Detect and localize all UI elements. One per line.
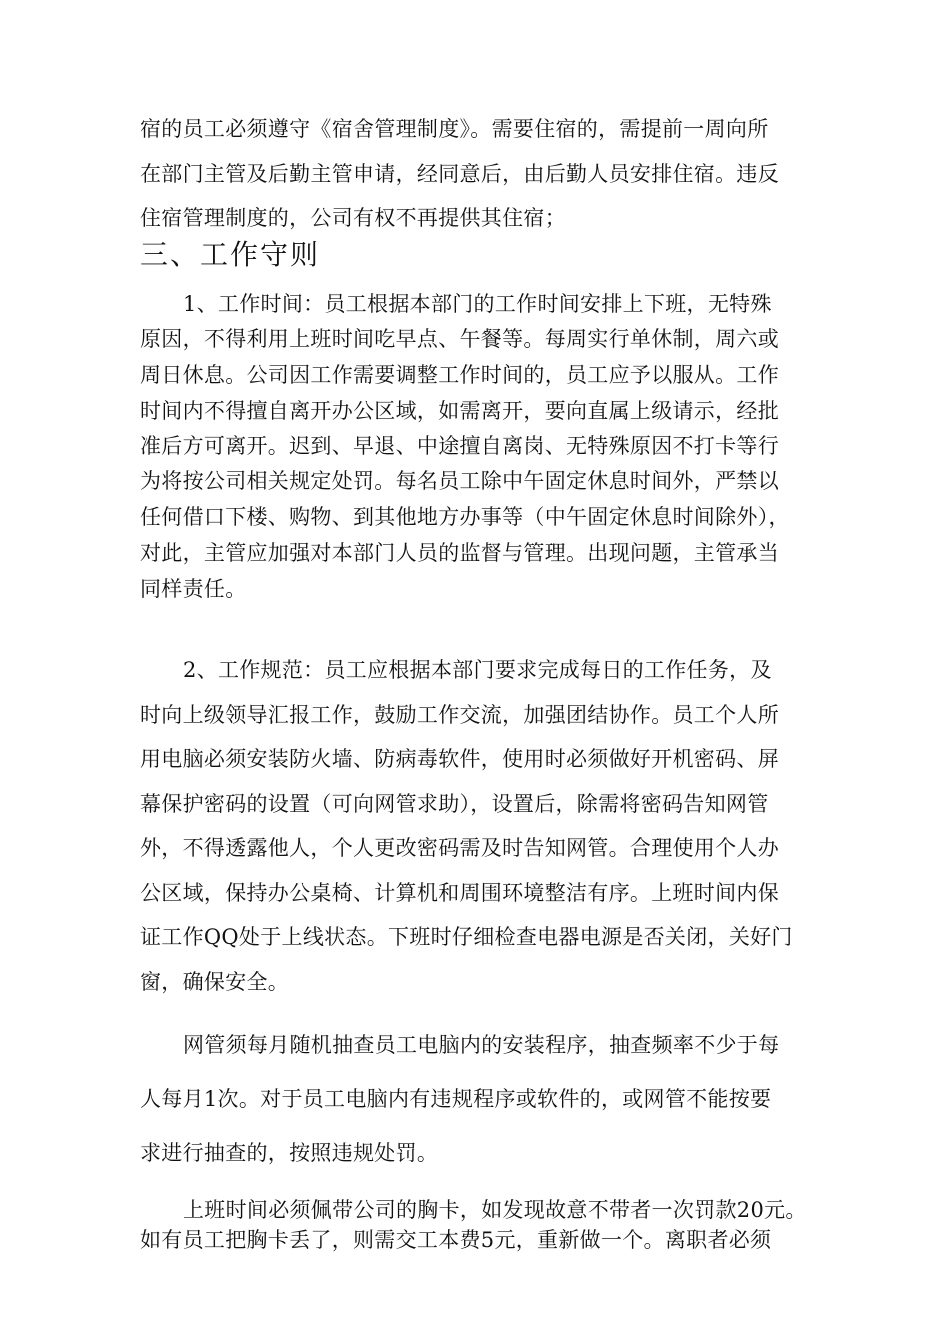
paragraph-line: 宿的员工必须遵守《宿舍管理制度》。需要住宿的，需提前一周向所 (140, 117, 769, 141)
paragraph-line: 2、工作规范：员工应根据本部门要求完成每日的工作任务，及 (183, 658, 772, 682)
section-heading: 三、工作守则 (140, 238, 321, 271)
paragraph-line: 外，不得透露他人，个人更改密码需及时告知网管。合理使用个人办 (140, 836, 779, 860)
paragraph-line: 窗，确保安全。 (140, 970, 290, 994)
paragraph-line: 网管须每月随机抽查员工电脑内的安装程序，抽查频率不少于每 (183, 1033, 780, 1057)
paragraph-line: 公区域，保持办公桌椅、计算机和周围环境整洁有序。上班时间内保 (140, 881, 779, 905)
paragraph-line: 任何借口下楼、购物、到其他地方办事等（中午固定休息时间除外）， (140, 505, 790, 529)
paragraph-line: 原因，不得利用上班时间吃早点、午餐等。每周实行单休制，周六或 (140, 327, 779, 351)
paragraph-line: 上班时间必须佩带公司的胸卡，如发现故意不带者一次罚款20元。 (183, 1198, 807, 1222)
paragraph-line: 准后方可离开。迟到、早退、中途擅自离岗、无特殊原因不打卡等行 (140, 434, 779, 458)
paragraph-line: 人每月1次。对于员工电脑内有违规程序或软件的，或网管不能按要 (140, 1087, 772, 1111)
paragraph-line: 证工作QQ处于上线状态。下班时仔细检查电器电源是否关闭，关好门 (140, 925, 793, 949)
paragraph-line: 周日休息。公司因工作需要调整工作时间的，员工应予以服从。工作 (140, 363, 779, 387)
paragraph-line: 求进行抽查的，按照违规处罚。 (140, 1141, 439, 1165)
paragraph-line: 时向上级领导汇报工作，鼓励工作交流，加强团结协作。员工个人所 (140, 703, 779, 727)
paragraph-line: 时间内不得擅自离开办公区域，如需离开，要向直属上级请示，经批 (140, 399, 779, 423)
paragraph-line: 用电脑必须安装防火墙、防病毒软件，使用时必须做好开机密码、屏 (140, 747, 779, 771)
paragraph-line: 1、工作时间：员工根据本部门的工作时间安排上下班，无特殊 (183, 292, 772, 316)
paragraph-line: 幕保护密码的设置（可向网管求助），设置后，除需将密码告知网管 (140, 792, 769, 816)
paragraph-line: 如有员工把胸卡丢了，则需交工本费5元，重新做一个。离职者必须 (140, 1228, 772, 1252)
paragraph-line: 在部门主管及后勤主管申请，经同意后，由后勤人员安排住宿。违反 (140, 162, 779, 186)
paragraph-line: 住宿管理制度的，公司有权不再提供其住宿； (140, 206, 566, 230)
paragraph-line: 同样责任。 (140, 577, 247, 601)
paragraph-line: 对此，主管应加强对本部门人员的监督与管理。出现问题，主管承当 (140, 541, 779, 565)
paragraph-line: 为将按公司相关规定处罚。每名员工除中午固定休息时间外，严禁以 (140, 469, 779, 493)
